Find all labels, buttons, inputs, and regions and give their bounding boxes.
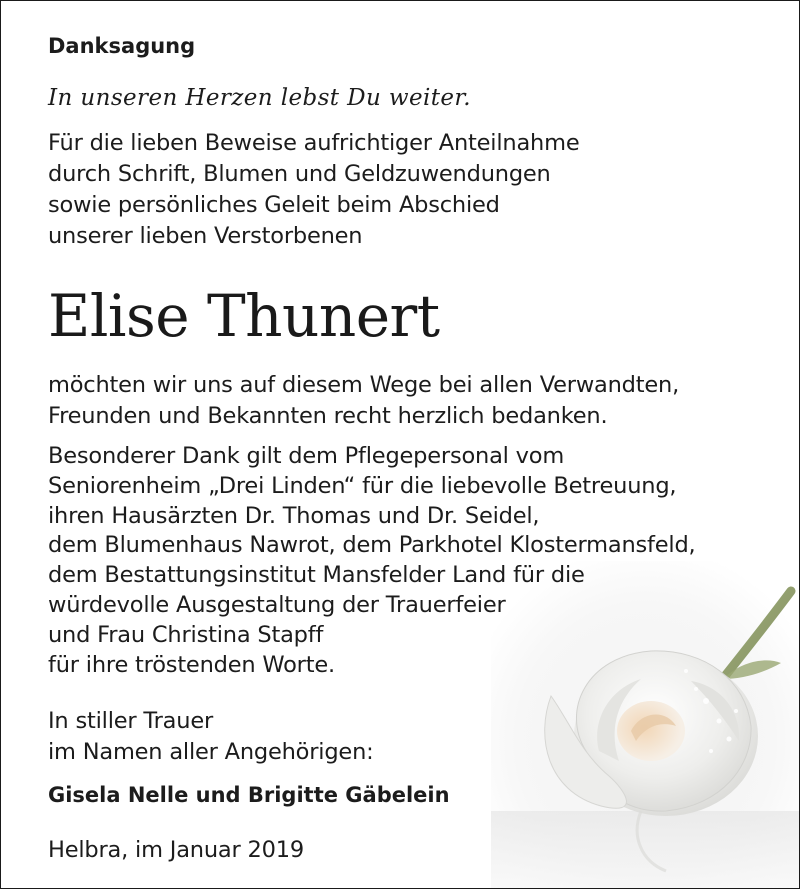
closing-line: In stiller Trauer xyxy=(48,708,214,734)
intro-paragraph xyxy=(48,128,579,252)
thanks-paragraph xyxy=(48,370,679,432)
special-thanks-line: für ihre tröstenden Worte. xyxy=(48,651,335,678)
intro-line: Für die lieben Beweise aufrichtiger Anteilnahme xyxy=(48,130,580,156)
intro-line: sowie persönliches Geleit beim Abschied xyxy=(48,192,500,218)
special-thanks-line: und Frau Christina Stapff xyxy=(48,621,324,648)
thanks-line: möchten wir uns auf diesem Wege bei allen Verwandten, xyxy=(48,372,680,398)
place-date: Helbra, im Januar 2019 xyxy=(48,837,304,863)
closing-paragraph xyxy=(48,706,374,768)
special-thanks-line: Besonderer Dank gilt dem Pflegepersonal vom xyxy=(48,443,565,469)
deceased-name: Elise Thunert xyxy=(48,282,440,350)
closing-line: im Namen aller Angehörigen: xyxy=(48,739,374,765)
special-thanks-line: dem Bestattungsinstitut Mansfelder Land für die xyxy=(48,562,585,589)
special-thanks-line: Seniorenheim „Drei Linden“ für die liebevolle Betreuung, xyxy=(48,472,677,499)
intro-line: unserer lieben Verstorbenen xyxy=(48,223,363,249)
special-thanks-line: würdevolle Ausgestaltung der Trauerfeier xyxy=(48,591,506,618)
heading: Danksagung xyxy=(48,34,196,58)
signers: Gisela Nelle und Brigitte Gäbelein xyxy=(48,783,450,807)
intro-line: durch Schrift, Blumen und Geldzuwendungen xyxy=(48,161,551,187)
special-thanks-line: ihren Hausärzten Dr. Thomas und Dr. Seidel, xyxy=(48,502,540,529)
motto: In unseren Herzen lebst Du weiter. xyxy=(48,85,471,111)
special-thanks-paragraph xyxy=(48,442,695,680)
thanks-line: Freunden und Bekannten recht herzlich bedanken. xyxy=(48,403,608,429)
special-thanks-line: dem Blumenhaus Nawrot, dem Parkhotel Klostermansfeld, xyxy=(48,532,696,559)
